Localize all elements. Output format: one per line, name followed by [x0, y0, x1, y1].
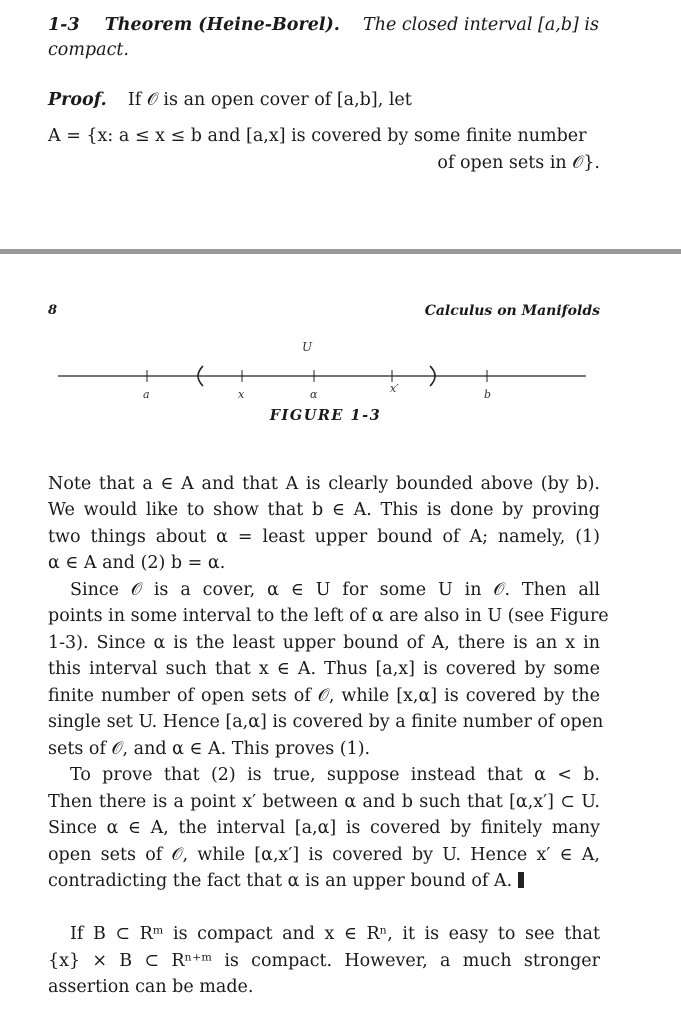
tick-label-b: b — [484, 388, 492, 401]
body-line-7: 1-3). Since α is the least upper bound of A, there is an x in — [48, 633, 600, 653]
page-divider — [0, 249, 681, 254]
tick-label-alpha: α — [310, 388, 318, 401]
theorem-name: Theorem (Heine-Borel). — [104, 15, 340, 35]
proof-label: Proof. — [48, 90, 107, 110]
body-line-16 — [48, 870, 600, 892]
body-line-12: To prove that (2) is true, suppose instead that α < b. — [70, 765, 600, 785]
final-line-3: assertion can be made. — [48, 977, 254, 997]
tick-label-a: a — [143, 388, 150, 401]
book-title: Calculus on Manifolds — [424, 303, 600, 319]
label-U: U — [302, 340, 313, 354]
tick-label-x-prime: x′ — [390, 382, 399, 395]
proof-line-1 — [48, 89, 600, 111]
body-line-10: single set U. Hence [a,α] is covered by a finite number of open — [48, 712, 604, 732]
theorem-number: 1-3 — [48, 15, 80, 35]
final-line-1: If B ⊂ Rᵐ is compact and x ∈ Rⁿ, it is easy to see that — [70, 924, 600, 944]
number-line-diagram — [0, 330, 681, 410]
page-number: 8 — [48, 303, 58, 318]
body-line-11: sets of 𝒪, and α ∈ A. This proves (1). — [48, 739, 371, 759]
body-line-9: finite number of open sets of 𝒪, while [x,α] is covered by the — [48, 686, 600, 706]
proof-line-2: A = {x: a ≤ x ≤ b and [a,x] is covered by some finite number — [48, 126, 587, 146]
body-line-5: Since 𝒪 is a cover, α ∈ U for some U in 𝒪. Then all — [70, 580, 600, 600]
body-line-4: α ∈ A and (2) b = α. — [48, 553, 226, 573]
body-line-3: two things about α = least upper bound of A; namely, (1) — [48, 527, 600, 547]
figure-caption: FIGURE 1-3 — [269, 407, 382, 424]
body-line-2: We would like to show that b ∈ A. This is done by proving — [48, 500, 600, 520]
theorem-statement: The closed interval [a,b] is — [363, 15, 600, 35]
body-line-15: open sets of 𝒪, while [α,x′] is covered by U. Hence x′ ∈ A, — [48, 845, 600, 865]
tick-label-x: x — [238, 388, 245, 401]
body-line-16-text: contradicting the fact that α is an upper bound of A. — [48, 871, 513, 891]
theorem-line — [48, 14, 600, 36]
body-line-13: Then there is a point x′ between α and b such that [α,x′] ⊂ U. — [48, 792, 600, 812]
body-line-1: Note that a ∈ A and that A is clearly bounded above (by b). — [48, 474, 600, 494]
body-line-8: this interval such that x ∈ A. Thus [a,x] is covered by some — [48, 659, 600, 679]
body-line-14: Since α ∈ A, the interval [a,α] is covered by finitely many — [48, 818, 600, 838]
body-line-6: points in some interval to the left of α are also in U (see Figure — [48, 606, 609, 626]
theorem-statement-cont: compact. — [48, 40, 129, 60]
proof-text-1: If 𝒪 is an open cover of [a,b], let — [127, 90, 412, 110]
proof-line-3: of open sets in 𝒪}. — [437, 153, 600, 173]
end-of-proof-icon — [518, 872, 524, 888]
final-line-2: {x} × B ⊂ Rⁿ⁺ᵐ is compact. However, a much stronger — [48, 951, 600, 971]
